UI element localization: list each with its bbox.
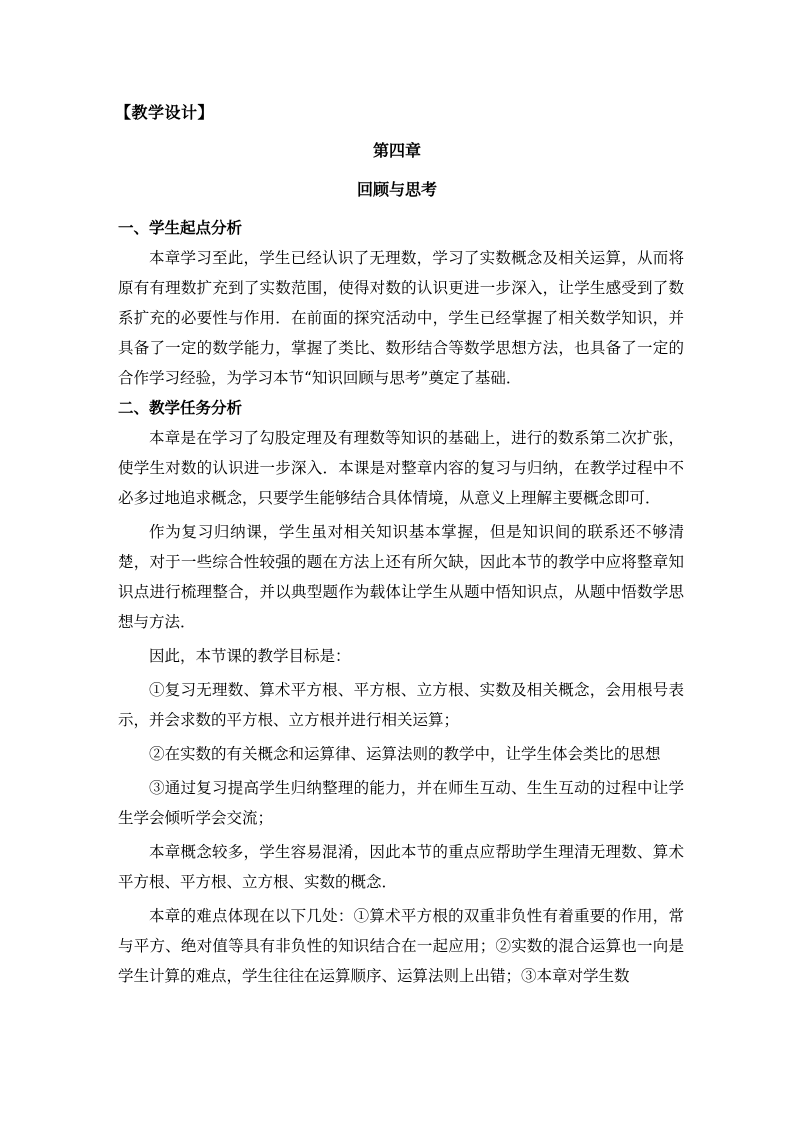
goal-item-2: ②在实数的有关概念和运算律、运算法则的教学中，让学生体会类比的思想 bbox=[149, 745, 661, 763]
paragraph-student-analysis: 本章学习至此，学生已经认识了无理数，学习了实数概念及相关运算，从而将原有有理数扩充到了实数范围，使得对数的认识更进一步深入，让学生感受到了数系扩充的必要性与作用．在前面的探究活动中，学生已经掌握了相关数学知识，并具备了一定的数学能力，掌握了类比、数形结合等数学思想方法，也具备了一定的合作学习经验，为学习本节“知识回顾与思考”奠定了基础． bbox=[118, 249, 684, 387]
document-type-label: 【教学设计】 bbox=[115, 103, 215, 122]
paragraph-goals-intro: 因此，本节课的教学目标是： bbox=[149, 647, 351, 665]
paragraph-difficulties: 本章的难点体现在以下几处：①算术平方根的双重非负性有着重要的作用，常与平方、绝对值等具有非负性的知识结合在一起应用；②实数的混合运算也一向是学生计算的难点，学生往往在运算顺序、运算法则上出错；③本章对学生数 bbox=[118, 907, 684, 985]
goal-item-1: ①复习无理数、算术平方根、平方根、立方根、实数及相关概念，会用根号表示，并会求数的平方根、立方根并进行相关运算； bbox=[118, 681, 684, 729]
chapter-title: 第四章 bbox=[372, 141, 421, 160]
paragraph-task-analysis-1: 本章是在学习了勾股定理及有理数等知识的基础上，进行的数系第二次扩张，使学生对数的认识进一步深入．本课是对整章内容的复习与归纳，在教学过程中不必多过地追求概念，只要学生能够结合具体情境，从意义上理解主要概念即可． bbox=[118, 429, 684, 507]
document-body bbox=[118, 213, 684, 991]
lesson-title: 回顾与思考 bbox=[356, 180, 437, 199]
goal-item-3: ③通过复习提高学生归纳整理的能力，并在师生互动、生生互动的过程中让学生学会倾听学会交流； bbox=[118, 779, 684, 827]
paragraph-task-analysis-2: 作为复习归纳课，学生虽对相关知识基本掌握，但是知识间的联系还不够清楚，对于一些综合性较强的题在方法上还有所欠缺，因此本节的教学中应将整章知识点进行梳理整合，并以典型题作为载体让学生从题中悟知识点，从题中悟数学思想与方法． bbox=[118, 523, 684, 631]
section-heading-student-analysis: 一、学生起点分析 bbox=[118, 218, 243, 237]
paragraph-key-points: 本章概念较多，学生容易混淆，因此本节的重点应帮助学生理清无理数、算术平方根、平方根、立方根、实数的概念． bbox=[118, 843, 684, 891]
section-heading-task-analysis: 二、教学任务分析 bbox=[118, 398, 243, 417]
